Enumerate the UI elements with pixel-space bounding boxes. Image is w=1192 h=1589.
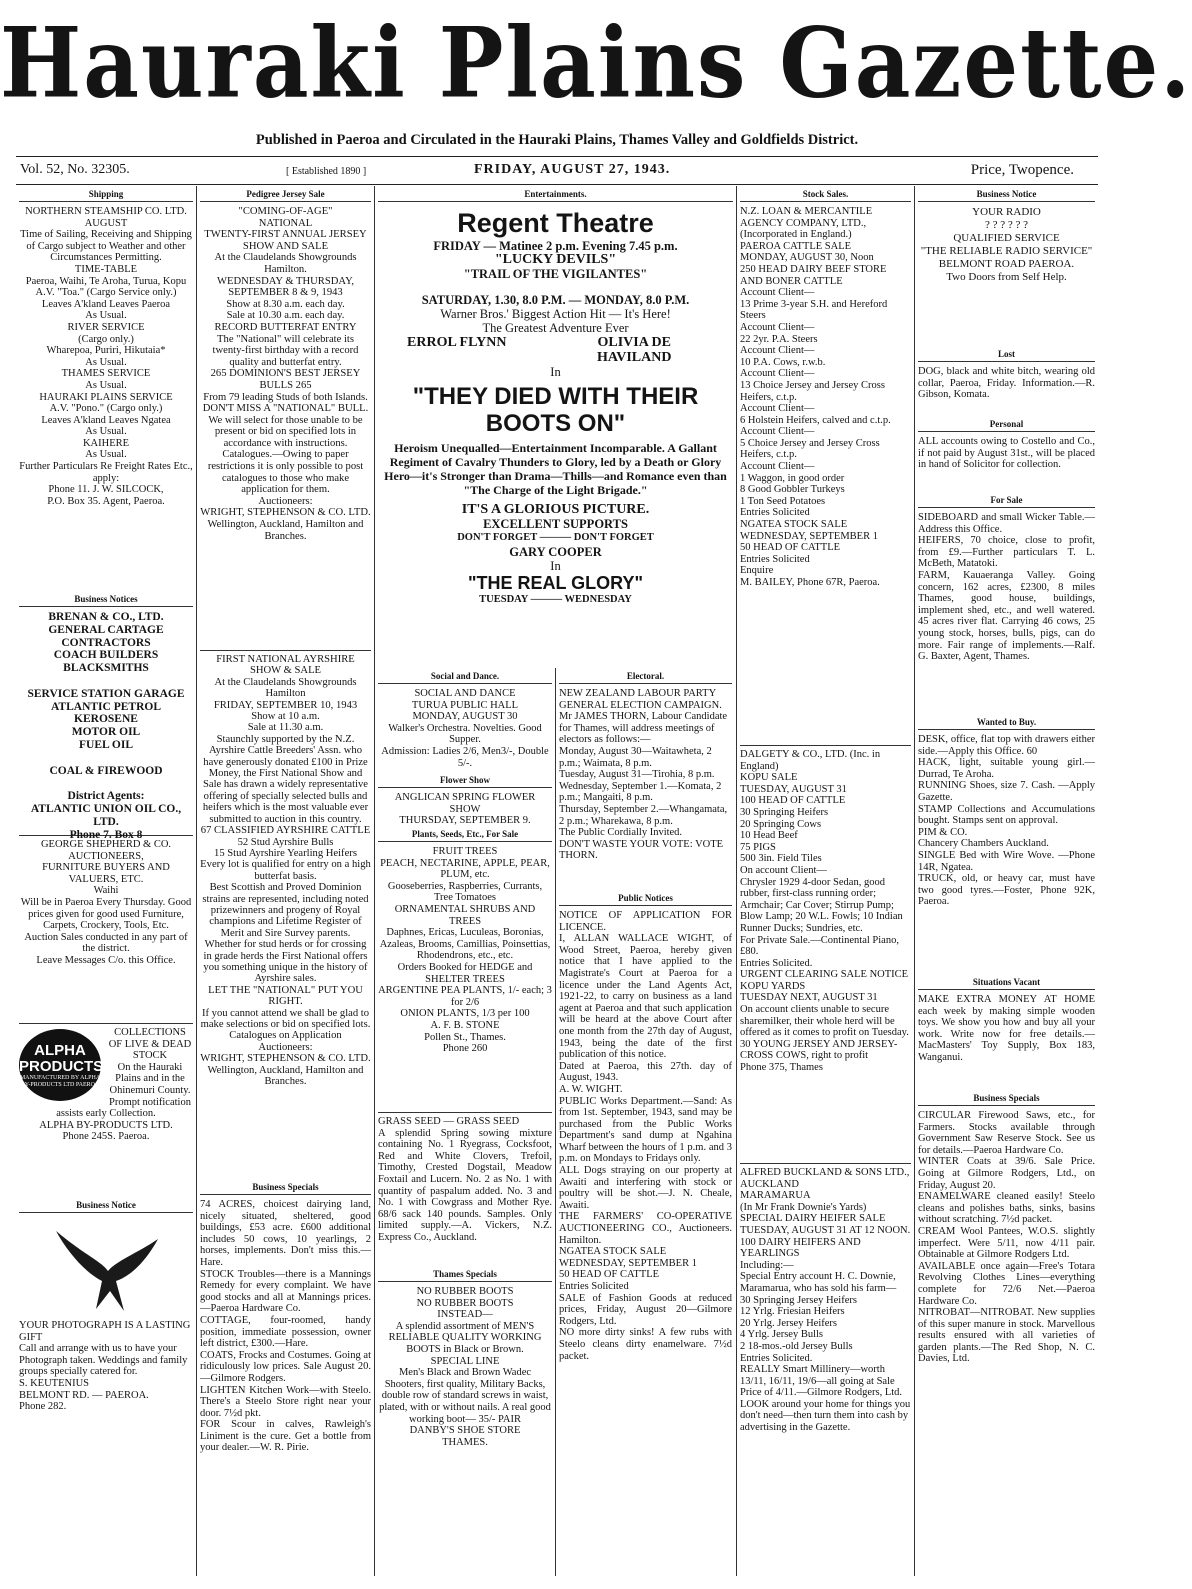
labour-party-notice: NEW ZEALAND LABOUR PARTY GENERAL ELECTION CAMPAIGN. Mr JAMES THORN, Labour Candidate for Thames, will address meetings of electors as follows:— Monday, August 30—Waitawheta, 2 p.m.; Waimata, 8 p.m. Tuesday, August 31—Tirohia, 8 p.m. Wednesday, September 1.—Komata, 2 p.m.; Mangaiti, 8 p.m. Thursday, September 2.—Whangamata, 2 p.m.; Wharekawa, 8 p.m. The Public Cordially Invited. DON'T WASTE YOUR VOTE: VOTE THORN. bbox=[559, 688, 728, 862]
shepherd-advert: GEORGE SHEPHERD & CO. AUCTIONEERS, FURNITURE BUYERS AND VALUERS, ETC. Waihi Will be in Paeroa Every Thursday. Good prices given for good used Furniture, Carpets, Crockery, Tools, Etc. Auction Sales conducted in any part of the district. Leave Messages C/o. this Office. bbox=[20, 839, 192, 966]
session-times: SATURDAY, 1.30, 8.0 P.M. — MONDAY, 8.0 P.M. bbox=[421, 293, 690, 307]
feature-film-title: "THEY DIED WITH THEIR BOOTS ON" bbox=[412, 383, 699, 437]
divider bbox=[19, 1023, 193, 1024]
divider bbox=[200, 650, 371, 651]
section-heading: Business Notice bbox=[918, 186, 1095, 202]
dateline-rule bbox=[16, 184, 1098, 185]
alpha-advert bbox=[19, 1027, 193, 1197]
photograph-advert: YOUR PHOTOGRAPH IS A LASTING GIFT Call and arrange with us to have your Photograph taken. Weddings and family groups specially catered for. S. KEUTENIUS BELMONT RD. — PAEROA. Phone 282. bbox=[19, 1320, 191, 1413]
social-dance-advert: SOCIAL AND DANCE TURUA PUBLIC HALL MONDAY, AUGUST 30 Walker's Orchestra. Novelties. Good Supper. Admission: Ladies 2/6, Men3/-, Double 5/-. bbox=[381, 688, 549, 769]
volume-number: Vol. 52, No. 32305. bbox=[20, 162, 130, 177]
boots-advert: NO RUBBER BOOTS NO RUBBER BOOTS INSTEAD— A splendid assortment of MEN'S RELIABLE QUALITY WORKING BOOTS in Black or Brown. SPECIAL LINE Men's Black and Brown Wadec Shooters, first quality, Military Backs, double row of standard screws in waist, plated, with or without nails. A real good working boot— 35/- PAIR DANBY'S SHOE STORE THAMES. bbox=[379, 1286, 551, 1448]
section-heading: Business Notice bbox=[19, 1197, 193, 1213]
section-heading: Personal bbox=[918, 416, 1095, 432]
section-heading: Plants, Seeds, Etc., For Sale bbox=[378, 826, 552, 842]
masthead bbox=[0, 0, 1192, 128]
jersey-sale-advert: "COMING-OF-AGE" NATIONAL TWENTY-FIRST ANNUAL JERSEY SHOW AND SALE At the Claudelands Showgrounds Hamilton. WEDNESDAY & THURSDAY, SEPTEMBER 8 & 9, 1943 Show at 8.30 a.m. each day. Sale at 10.30 a.m. each day. RECORD BUTTERFAT ENTRY The "National" will celebrate its twenty-first birthday with a record quality and butterfat entry. 265 DOMINION'S BEST JERSEY BULLS 265 From 79 leading Studs of both Islands. DON'T MISS A "NATIONAL" BULL. We will select for those unable to be present or bid on specified lots in accordance with instructions. Catalogues.—Owing to paper restrictions it is only possible to post catalogues to those who make application for them. Auctioneers: WRIGHT, STEPHENSON & CO. LTD. Wellington, Auckland, Hamilton and Branches. bbox=[200, 206, 371, 542]
dalgety-stock-sale: DALGETY & CO., LTD. (Inc. in England) KOPU SALE TUESDAY, AUGUST 31 100 HEAD OF CATTLE 30 Springing Heifers 20 Springing Cows 10 Head Beef 75 PIGS 500 3in. Field Tiles On account Client— Chrysler 1929 4-door Sedan, good rubber, first-class running order; Armchair; Car Cover; Stirrup Pump; Blow Lamp; 20 W.L. Fowls; 10 Indian Runner Ducks; Sundries, etc. For Private Sale.—Continental Piano, £80. Entries Solicited. URGENT CLEARING SALE NOTICE KOPU YARDS TUESDAY NEXT, AUGUST 31 On account clients unable to secure sharemilker, their whole herd will be offered as it comes to profit on Tuesday. 30 YOUNG JERSEY AND JERSEY-CROSS COWS, right to profit Phone 375, Thames bbox=[740, 749, 909, 1074]
personal-notice: ALL accounts owing to Costello and Co., if not paid by August 31st., will be placed in hand of Solicitor for collection. bbox=[918, 436, 1095, 471]
wanted-notices: DESK, office, flat top with drawers either side.—Apply this Office. 60 HACK, light, suitable young girl.—Durrad, Te Aroha. RUNNING Shoes, size 7. Cash. —Apply Gazette. STAMP Collections and Accumulations bought. Stamps sent on approval. PIM & CO. Chancery Chambers Auckland. SINGLE Bed with Wire Wove. —Phone 14R, Ngatea. TRUCK, old, or heavy car, must have two good tyres.—Foster, Phone 92K, Paeroa. bbox=[918, 734, 1095, 908]
lost-notice: DOG, black and white bitch, wearing old collar, Paeroa, Friday. Information.—R. Gibson, Komata. bbox=[918, 366, 1095, 401]
flower-show-advert: ANGLICAN SPRING FLOWER SHOW THURSDAY, SEPTEMBER 9. bbox=[394, 792, 536, 827]
issue-date: FRIDAY, AUGUST 27, 1943. bbox=[474, 162, 671, 177]
business-specials: 74 ACRES, choicest dairying land, nicely situated, sheltered, good buildings, £53 acre. £600 additional includes 50 cows, 10 yearlings, 2 horses, implements. Don't miss this.—Hare. STOCK Troubles—there is a Mannings Remedy for every complaint. We have good stocks and all at Mannings prices.—Paeroa Hardware Co. COTTAGE, four-roomed, handy position, immediate possession, owner left district, £300.—Hare. COATS, Frocks and Costumes. Going at ridiculously low prices. Sale August 20.—Gilmore Rodgers. LIGHTEN Kitchen Work—with Steelo. There's a Steelo Store right near your door. 7½d pkt. FOR Scour in calves, Rawleigh's Liniment is the cure. Get a bottle from your dealer.—W. R. Pirie. bbox=[200, 1199, 371, 1454]
alpha-products-logo: ALPHA PRODUCTS MANUFACTURED BY ALPHA BY-PRODUCTS LTD PAEROA bbox=[19, 1029, 101, 1101]
section-heading: Business Notices bbox=[19, 591, 193, 607]
column-2 bbox=[196, 186, 374, 1576]
regent-theatre-title: Regent Theatre bbox=[457, 208, 654, 238]
film-title: "THE REAL GLORY" bbox=[467, 573, 644, 593]
feature-blurb: Heroism Unequalled—Entertainment Incomparable. A Gallant Regiment of Cavalry Thunders to Glory, led by a Death or Glory Hero—it's Stronger than Drama—Thills—and Romance even than "The Charge of the Light Brigade." bbox=[384, 441, 727, 497]
section-heading: Social and Dance. bbox=[378, 668, 552, 684]
film-tagline: The Greatest Adventure Ever bbox=[482, 321, 629, 335]
film-in: In bbox=[550, 559, 561, 573]
section-heading: Entertainments. bbox=[378, 186, 733, 202]
feature-slogan: IT'S A GLORIOUS PICTURE. bbox=[461, 502, 650, 517]
star-name: OLIVIA DE HAVILAND bbox=[597, 335, 672, 365]
radio-service-advert: YOUR RADIO ? ? ? ? ? ? QUALIFIED SERVICE "THE RELIABLE RADIO SERVICE" BELMONT ROAD PAEROA. Two Doors from Self Help. bbox=[920, 206, 1093, 283]
buckland-stock-sale: ALFRED BUCKLAND & SONS LTD., AUCKLAND MARAMARUA (In Mr Frank Downie's Yards) SPECIAL DAIRY HEIFER SALE TUESDAY, AUGUST 31 AT 12 NOON. 100 DAIRY HEIFERS AND YEARLINGS Including:— Special Entry account H. C. Downie, Maramarua, who has sold his farm— 30 Springing Jersey Heifers 12 Yrlg. Friesian Heifers 20 Yrlg. Jersey Heifers 4 Yrlg. Jersey Bulls 2 18-mos.-old Jersey Bulls Entries Solicited. REALLY Smart Millinery—worth 13/11, 16/11, 19/6—all going at Sale Price of 4/11.—Gilmore Rodgers, Ltd. LOOK around your home for things you don't need—then turn them into cash by advertising in the Gazette. bbox=[740, 1167, 911, 1434]
issue-price: Price, Twopence. bbox=[970, 162, 1074, 178]
business-specials: CIRCULAR Firewood Saws, etc., for Farmers. Stocks available through Government Saw Reserve Stock. See us for details.—Paeroa Hardware Co. WINTER Coats at 39/6. Sale Price. Going at Gilmore Rodgers, Ltd., on Friday, August 20. ENAMELWARE cleaned easily! Steelo cleans and polishes baths, sinks, basins without scratching. 7½d packet. CREAM Wool Pantees, W.O.S. slightly imperfect. Were 5/11, now 4/11 pair. Obtainable at Gilmore Rodgers Ltd. AVAILABLE once again—Free's Totara Revolving Clothes Lines—everything complete for 72/6 Net.—Paeroa Hardware Co. NITROBAT—NITROBAT. New supplies of this super manure in stock. Marvellous results ensured with all varieties of garden plants.—The Red Shop, N. C. Davies, Ltd. bbox=[918, 1110, 1095, 1365]
session-times: FRIDAY — Matinee 2 p.m. Evening 7.45 p.m. bbox=[433, 239, 678, 253]
section-heading: Stock Sales. bbox=[740, 186, 911, 202]
for-sale-notices: SIDEBOARD and small Wicker Table.—Address this Office. HEIFERS, 70 choice, close to profit, from £9.—Further particulars T. L. McBeth, Matatoki. FARM, Kauaeranga Valley. Going concern, 162 acres, £2300, 8 miles Thames, good house, buildings, implement shed, etc., and well watered. 45 acres river flat. Carrying 46 cows, 25 young stock, horses, bulls, pigs, can do more. Fair range of implements.—Ralf. G. Baxter, Agent, Thames. bbox=[918, 512, 1095, 663]
shipping-notice: NORTHERN STEAMSHIP CO. LTD. AUGUST Time of Sailing, Receiving and Shipping of Cargo subject to Weather and other Circumstances Permitting. TIME-TABLE Paeroa, Waihi, Te Aroha, Turua, Kopu A.V. "Toa." (Cargo Service only.) Leaves A'kland Leaves Paeroa As Usual. RIVER SERVICE (Cargo only.) Wharepoa, Puriri, Hikutaia* As Usual. THAMES SERVICE As Usual. HAURAKI PLAINS SERVICE A.V. "Pono." (Cargo only.) Leaves A'kland Leaves Ngatea As Usual. KAIHERE As Usual. Further Particulars Re Freight Rates Etc., apply: Phone 11. J. W. SILCOCK, P.O. Box 35. Agent, Paeroa. bbox=[19, 206, 193, 507]
section-heading: Thames Specials bbox=[378, 1266, 552, 1282]
nz-loan-stock-sale: N.Z. LOAN & MERCANTILE AGENCY COMPANY, LTD., (Incorporated in England.) PAEROA CATTLE SALE MONDAY, AUGUST 30, Noon 250 HEAD DAIRY BEEF STORE AND BONER CATTLE Account Client— 13 Prime 3-year S.H. and Hereford Steers Account Client— 22 2yr. P.A. Steers Account Client— 10 P.A. Cows, r.w.b. Account Client— 13 Choice Jersey and Jersey Cross Heifers, c.t.p. Account Client— 6 Holstein Heifers, calved and c.t.p. Account Client— 5 Choice Jersey and Jersey Cross Heifers, c.t.p. Account Client— 1 Waggon, in good order 8 Good Gobbler Turkeys 1 Ton Seed Potatoes Entries Solicited NGATEA STOCK SALE WEDNESDAY, SEPTEMBER 1 50 HEAD OF CATTLE Entries Solicited Enquire M. BAILEY, Phone 67R, Paeroa. bbox=[740, 206, 891, 588]
column-1 bbox=[16, 186, 196, 1576]
section-heading: Business Specials bbox=[918, 1090, 1095, 1106]
grass-seed-advert: GRASS SEED — GRASS SEED A splendid Spring sowing mixture containing No. 1 Ryegrass, Cocksfoot, Red and White Clovers, Trefoil, Timothy, Crested Dogstail, Meadow Foxtail and Lucern. No. 2 as No. 1 with quantity of paspalum added. No. 3 and No. 1 with Cowgrass and Mother Rye. 68/6 sack 140 pounds. Samples. Only limited supply.—A. Vickers, N.Z. Express Co., Auckland. bbox=[378, 1116, 552, 1243]
film-title: "LUCKY DEVILS" bbox=[494, 252, 617, 267]
section-heading: Lost bbox=[918, 346, 1095, 362]
film-stars bbox=[378, 335, 733, 365]
film-tagline: Warner Bros.' Biggest Action Hit — It's Here! bbox=[440, 307, 671, 321]
column-3-right bbox=[555, 668, 735, 1576]
film-in: In bbox=[550, 365, 561, 379]
swallow-illustration-icon bbox=[46, 1221, 166, 1316]
divider bbox=[378, 1112, 552, 1113]
established-note: [ Established 1890 ] bbox=[286, 166, 367, 177]
session-days: TUESDAY ——— WEDNESDAY bbox=[479, 594, 632, 605]
column-4 bbox=[736, 186, 914, 1576]
divider bbox=[740, 1163, 911, 1164]
brenan-advert: BRENAN & CO., LTD. GENERAL CARTAGE CONTRACTORS COACH BUILDERS BLACKSMITHS SERVICE STATION GARAGE ATLANTIC PETROL KEROSENE MOTOR OIL FUEL OIL COAL & FIREWOOD District Agents: ATLANTIC UNION OIL CO., LTD. Phone 7. Box 8 bbox=[27, 611, 185, 841]
newspaper-title: Hauraki Plains Gazette. bbox=[0, 6, 1192, 121]
section-heading: For Sale bbox=[918, 492, 1095, 508]
film-title: "TRAIL OF THE VIGILANTES" bbox=[463, 267, 648, 281]
situations-vacant: MAKE EXTRA MONEY AT HOME each week by making simple wooden toys. We show you how and buy all your work. Write now for free details.—MacMasters' Toy Supply, Box 183, Wanganui. bbox=[918, 994, 1095, 1063]
section-heading: Wanted to Buy. bbox=[918, 714, 1095, 730]
divider bbox=[740, 745, 911, 746]
fruit-trees-advert: FRUIT TREES PEACH, NECTARINE, APPLE, PEAR, PLUM, etc. Gooseberries, Raspberries, Currants, Tree Tomatoes ORNAMENTAL SHRUBS AND TREES Daphnes, Ericas, Luculeas, Boronias, Azaleas, Brooms, Camillias, Poinsettias, Rhodendrons, etc., etc. Orders Booked for HEDGE and SHELTER TREES ARGENTINE PEA PLANTS, 1/- each; 3 for 2/6 ONION PLANTS, 1/3 per 100 A. F. B. STONE Pollen St., Thames. Phone 260 bbox=[378, 846, 552, 1055]
column-3-left bbox=[375, 668, 555, 1576]
public-notices: NOTICE OF APPLICATION FOR LICENCE. I, ALLAN WALLACE WIGHT, of Wood Street, Paeroa, hereby given notice that I have applied to the Magistrate's Court at Paeroa for a licence under the Land Agents Act, 1921-22, to carry on business as a land agent at Paeroa and that such application will be heard at the above Court after one month from the 27th day of August, 1943, being the date of the first publication of this notice. Dated at Paeroa, this 27th. day of August, 1943. A. W. WIGHT. PUBLIC Works Department.—Sand: As from 1st. September, 1943, sand may be purchased from the Public Works Department's sand dump at Ngahina Wharf between the hours of 1 p.m. and 3 p.m. on Mondays to Fridays only. ALL Dogs straying on our property at Awaiti and interfering with stock or poultry will be shot.—J. N. Cheale, Awaiti. THE FARMERS' CO-OPERATIVE AUCTIONEERING CO., Auctioneers. Hamilton. NGATEA STOCK SALE WEDNESDAY, SEPTEMBER 1 50 HEAD OF CATTLE Entries Solicited SALE of Fashion Goods at reduced prices, Friday, August 20—Gilmore Rodgers, Ltd. NO more dirty sinks! A few rubs with Steelo cleans dirty enamelware. 7½d packet. bbox=[559, 910, 732, 1362]
ayrshire-sale-advert: FIRST NATIONAL AYRSHIRE SHOW & SALE At the Claudelands Showgrounds Hamilton FRIDAY, SEPTEMBER 10, 1943 Show at 10 a.m. Sale at 11.30 a.m. Staunchly supported by the N.Z. Ayrshire Cattle Breeders' Assn. who have generously donated £100 in Prize Money, the First National Show and Sale has drawn a widely representative offering of specially selected bulls and heifers which is the most valuable ever submitted to auction in this country. 67 CLASSIFIED AYRSHIRE CATTLE 52 Stud Ayrshire Bulls 15 Stud Ayrshire Yearling Heifers Every lot is qualified for entry on a high butterfat basis. Best Scottish and Proved Dominion strains are represented, including noted prizewinners and progeny of Royal champions and Lifetime Register of Merit and Sire Survey parents. Whether for stud herds or for crossing in grade herds the First National offers you something unique in the history of Ayrshire sales. LET THE "NATIONAL" PUT YOU RIGHT. If you cannot attend we shall be glad to make selections or bid on specified lots. Catalogues on Application Auctioneers: WRIGHT, STEPHENSON & CO. LTD. Wellington, Auckland, Hamilton and Branches. bbox=[200, 654, 371, 1088]
alpha-advert-text: COLLECTIONS OF LIVE & DEAD STOCK On the Hauraki Plains and in the Ohinemuri County. Prompt notification assists early Collection. ALPHA BY-PRODUCTS LTD. Phone 245S. Paeroa. bbox=[39, 1027, 192, 1143]
section-heading: Public Notices bbox=[559, 890, 732, 906]
dateline bbox=[16, 158, 1098, 184]
star-name: GARY COOPER bbox=[509, 545, 602, 559]
section-heading: Business Specials bbox=[200, 1179, 371, 1195]
top-rule bbox=[16, 156, 1098, 157]
newspaper-subtitle: Published in Paeroa and Circulated in the Hauraki Plains, Thames Valley and Goldfields District. bbox=[255, 132, 859, 148]
column-3 bbox=[374, 186, 736, 1576]
supports-note: EXCELLENT SUPPORTS bbox=[483, 517, 628, 531]
section-heading: Shipping bbox=[19, 186, 193, 202]
reminder: DON'T FORGET ——— DON'T FORGET bbox=[457, 532, 654, 543]
star-name: ERROL FLYNN bbox=[407, 335, 507, 350]
section-heading: Situations Vacant bbox=[918, 974, 1095, 990]
column-5 bbox=[914, 186, 1098, 1576]
section-heading: Pedigree Jersey Sale bbox=[200, 186, 371, 202]
section-heading: Flower Show bbox=[378, 772, 552, 788]
section-heading: Electoral. bbox=[559, 668, 732, 684]
regent-theatre-advert bbox=[378, 208, 733, 668]
